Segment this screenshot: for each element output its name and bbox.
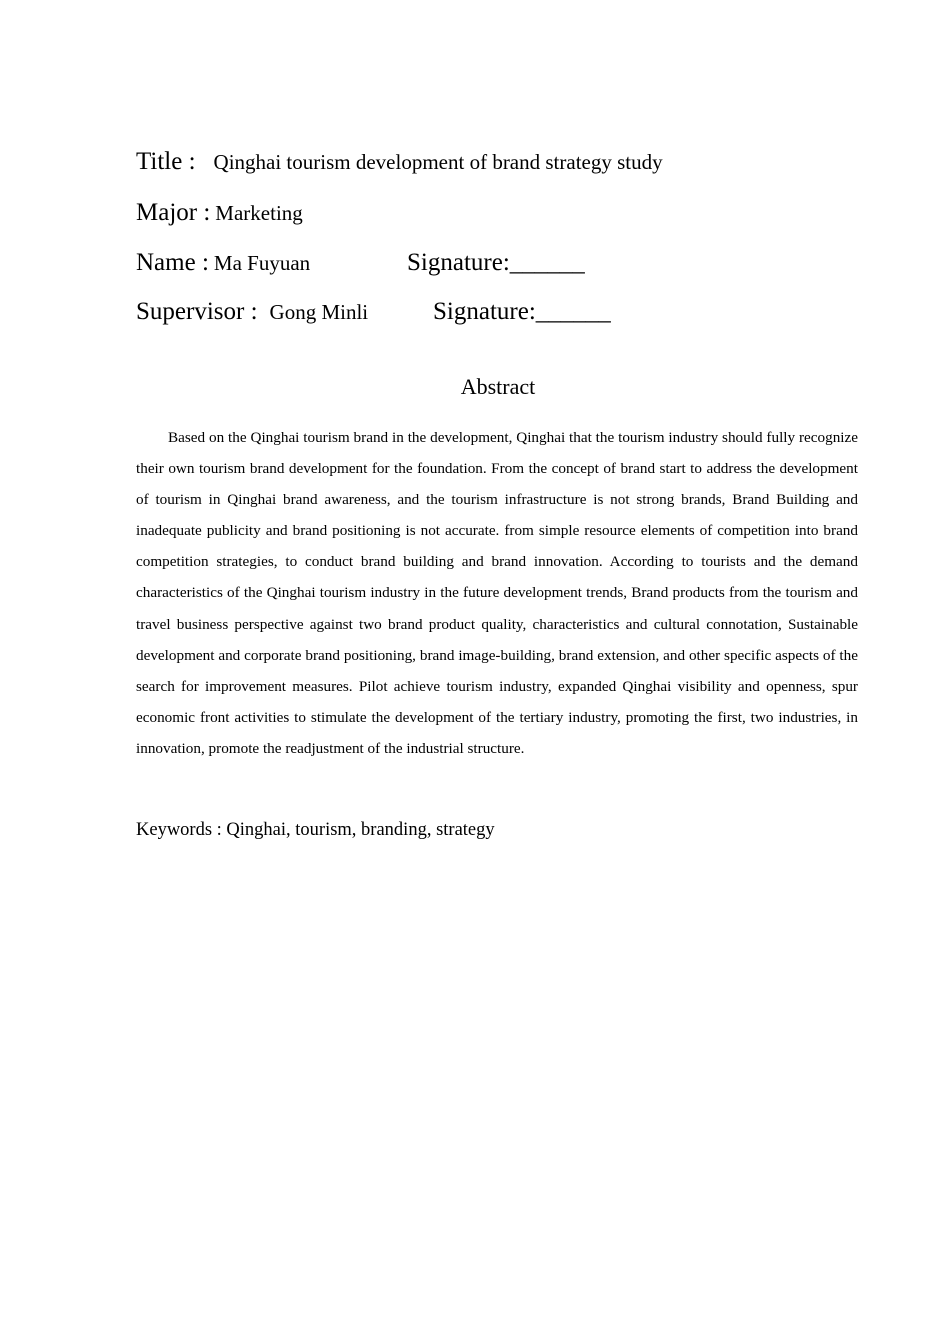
keywords-line: Keywords : Qinghai, tourism, branding, strategy bbox=[136, 820, 495, 840]
abstract-body: Based on the Qinghai tourism brand in the development, Qinghai that the tourism industry should fully recognize their own tourism brand development for the foundation. From the concept of brand start to address the development of tourism in Qinghai brand awareness, and the tourism infrastructure is not strong brands, Brand Building and inadequate publicity and brand positioning is not accurate. from simple resource elements of competition into brand competition strategies, to conduct brand building and brand innovation. According to tourists and the demand characteristics of the Qinghai tourism industry in the future development trends, Brand products from the tourism and travel business perspective against two brand product quality, characteristics and cultural connotation, Sustainable development and corporate brand positioning, brand image-building, brand extension, and other specific aspects of the search for improvement measures. Pilot achieve tourism industry, expanded Qinghai visibility and openness, spur economic front activities to stimulate the development of the tertiary industry, promoting the first, two industries, in innovation, promote the readjustment of the industrial structure. bbox=[136, 429, 858, 757]
major-value: Marketing bbox=[215, 201, 303, 225]
title-label: Title : bbox=[136, 148, 196, 175]
supervisor-label: Supervisor : bbox=[136, 298, 258, 325]
supervisor-value: Gong Minli bbox=[269, 300, 369, 324]
supervisor-row bbox=[136, 298, 368, 326]
abstract-heading: Abstract bbox=[460, 374, 536, 399]
name-value: Ma Fuyuan bbox=[213, 251, 311, 275]
title-row bbox=[136, 148, 663, 176]
name-label: Name : bbox=[136, 249, 209, 276]
supervisor-signature: Signature:______ bbox=[433, 298, 611, 325]
major-label: Major : bbox=[136, 199, 211, 226]
name-signature: Signature:______ bbox=[407, 249, 585, 276]
name-row bbox=[136, 249, 310, 277]
major-row bbox=[136, 199, 303, 227]
title-value: Qinghai tourism development of brand strategy study bbox=[213, 150, 663, 174]
